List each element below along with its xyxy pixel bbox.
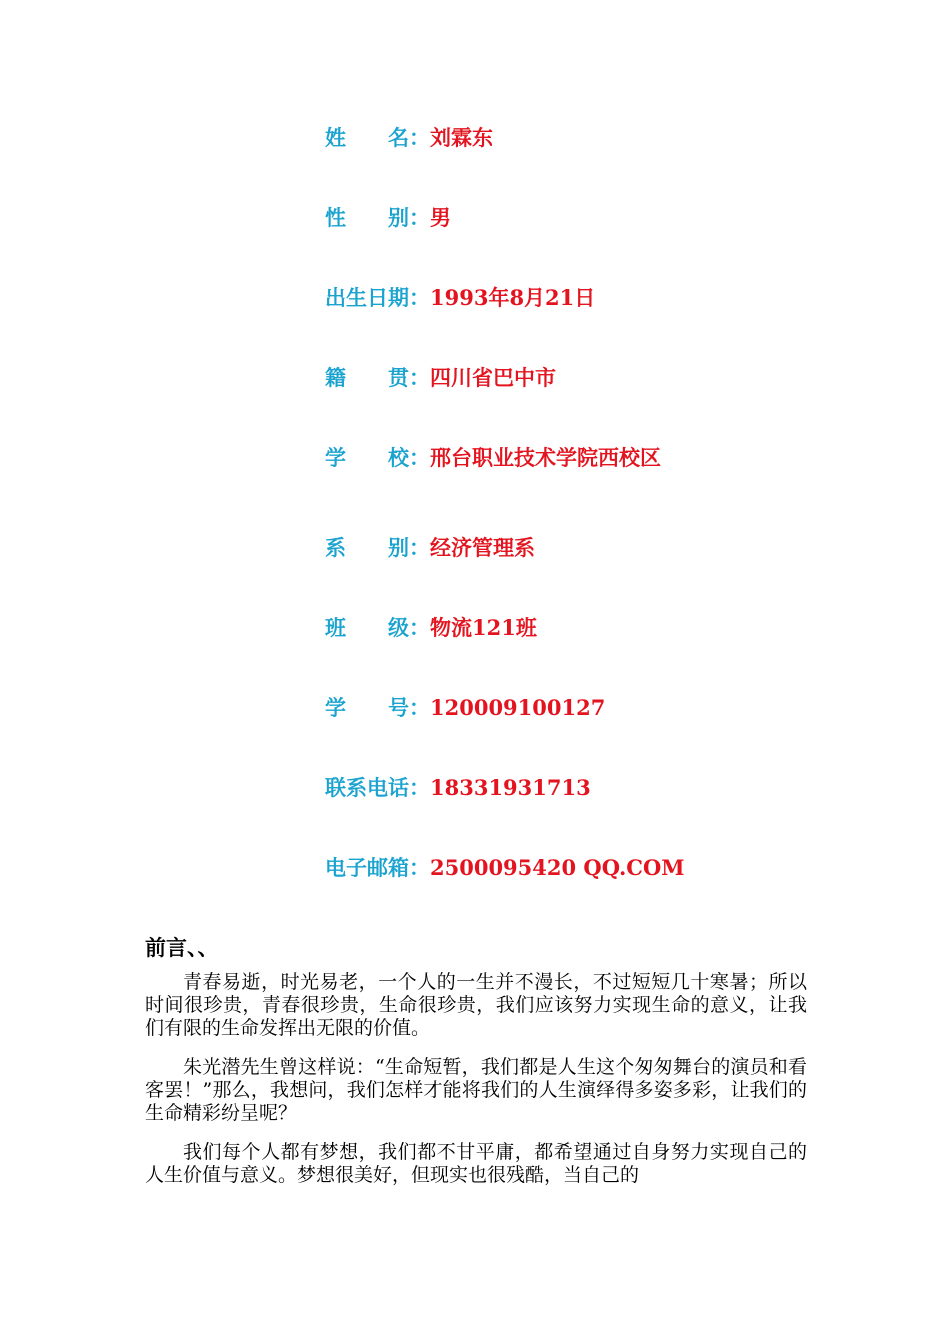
gender-label: 性 别： [325, 205, 430, 230]
class-row [325, 613, 537, 643]
phone-label: 联系电话： [325, 775, 430, 800]
class-value: 物流121班 [430, 615, 537, 640]
birth-value: 1993年8月21日 [430, 285, 596, 310]
dept-label: 系 别： [325, 535, 430, 560]
email-row [325, 853, 685, 883]
origin-value: 四川省巴中市 [430, 365, 556, 390]
phone-row [325, 773, 591, 803]
school-label: 学 校： [325, 445, 430, 470]
origin-label: 籍 贯： [325, 365, 430, 390]
birth-row [325, 283, 595, 313]
preface-paragraph-3: 我们每个人都有梦想，我们都不甘平庸，都希望通过自身努力实现自己的人生价值与意义。梦想很美好，但现实也很残酷，当自己的 [145, 1141, 807, 1186]
student-id-row [325, 693, 605, 723]
preface-paragraph-2: 朱光潜先生曾这样说：“生命短暂，我们都是人生这个匆匆舞台的演员和看客罢！”那么，我想问，我们怎样才能将我们的人生演绎得多姿多彩，让我们的生命精彩纷呈呢？ [145, 1056, 807, 1124]
name-label: 姓 名： [325, 125, 430, 150]
gender-value: 男 [430, 205, 451, 230]
email-label: 电子邮箱： [325, 855, 430, 880]
class-label: 班 级： [325, 615, 430, 640]
email-value: 2500095420 QQ.COM [430, 855, 685, 880]
name-value: 刘霖东 [430, 125, 493, 150]
origin-row [325, 363, 556, 393]
dept-value: 经济管理系 [430, 535, 535, 560]
preface-paragraph-1: 青春易逝，时光易老，一个人的一生并不漫长，不过短短几十寒暑；所以时间很珍贵，青春很珍贵，生命很珍贵，我们应该努力实现生命的意义，让我们有限的生命发挥出无限的价值。 [145, 971, 807, 1039]
student-id-label: 学 号： [325, 695, 430, 720]
student-id-value: 120009100127 [430, 695, 606, 720]
preface-heading: 前言、、 [145, 935, 219, 960]
name-row [325, 123, 493, 153]
dept-row [325, 533, 535, 563]
birth-label: 出生日期： [325, 285, 430, 310]
phone-value: 18331931713 [430, 775, 591, 800]
gender-row [325, 203, 451, 233]
school-value: 邢台职业技术学院西校区 [430, 445, 661, 470]
school-row [325, 443, 661, 473]
